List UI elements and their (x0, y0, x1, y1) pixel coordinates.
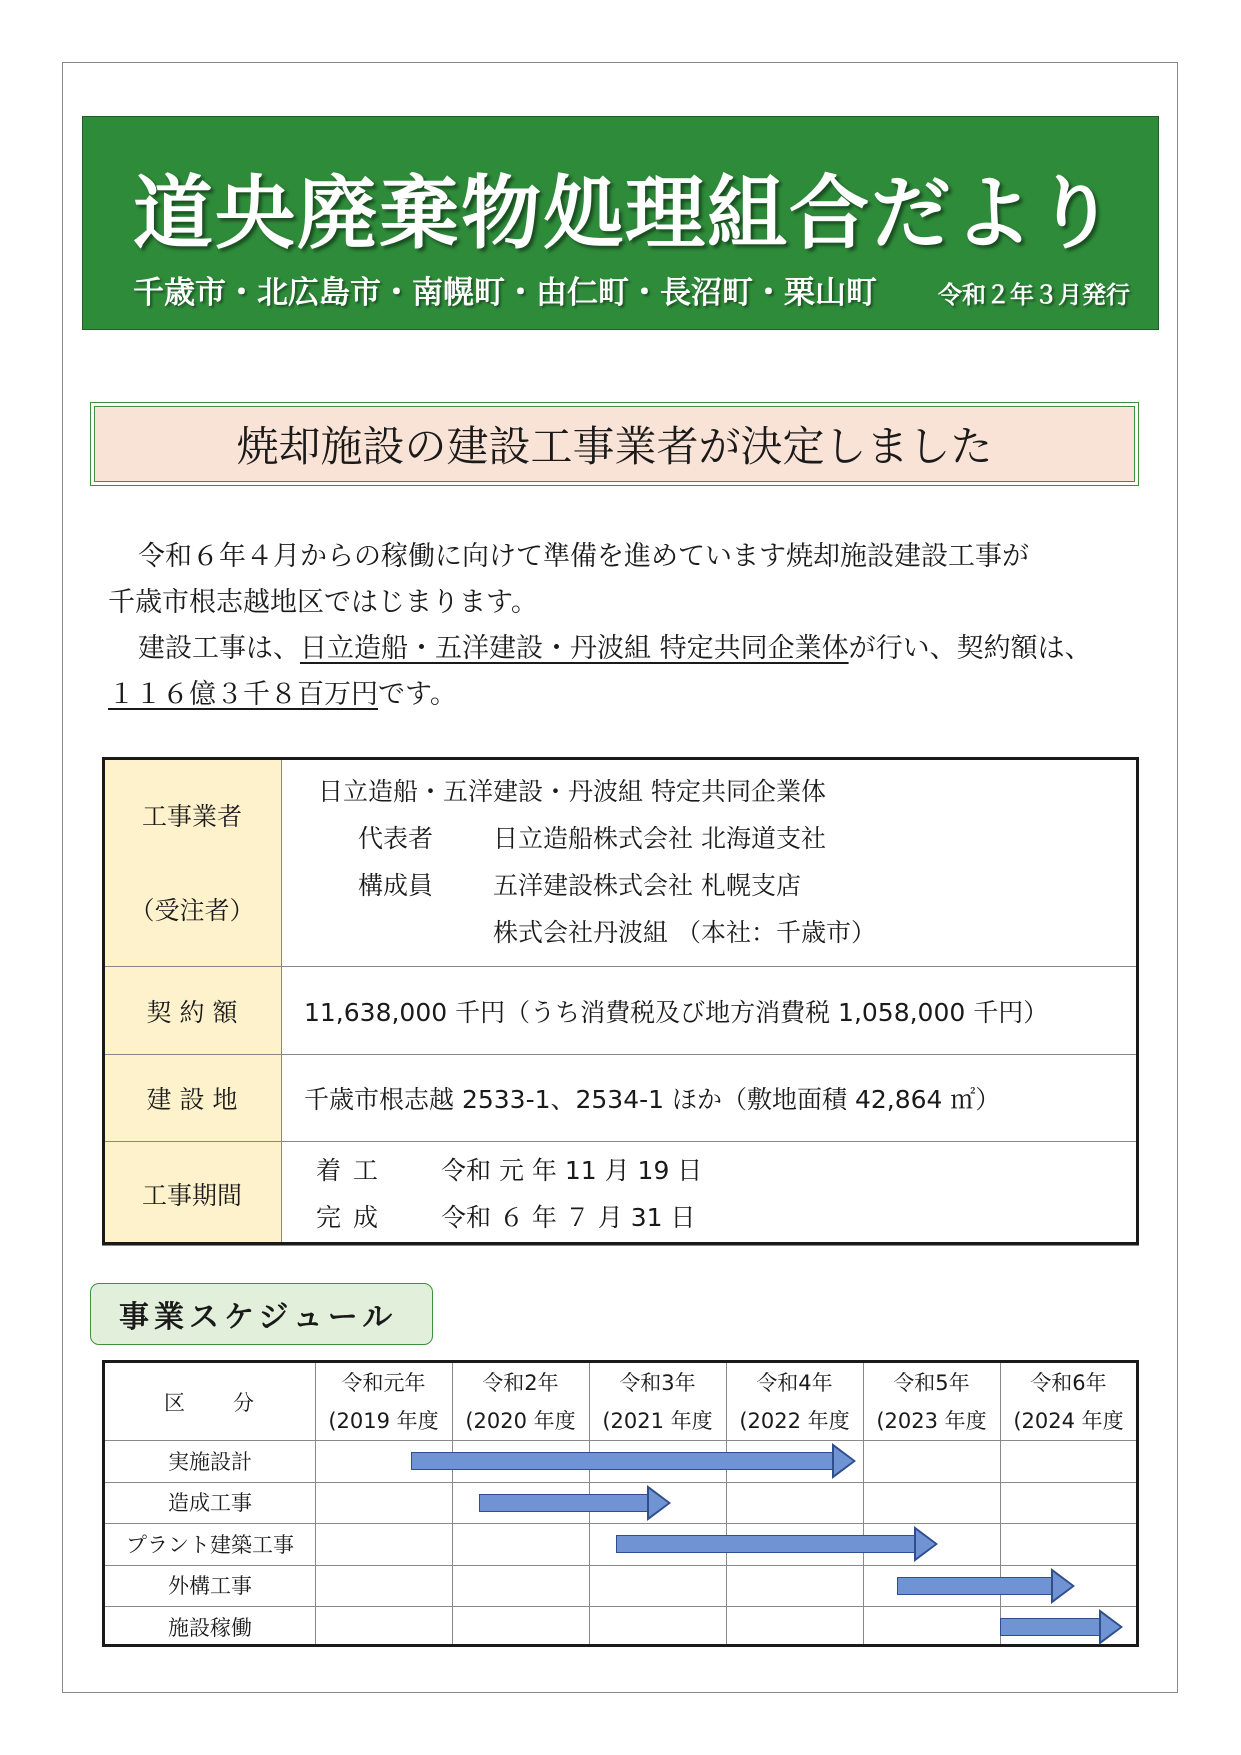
intro-line-4-suffix: です。 (378, 679, 457, 710)
year-era: 令和2年 (482, 1370, 559, 1395)
year-header (863, 1363, 1000, 1440)
intro-line-4 (108, 672, 1138, 718)
contractor-value-cell (282, 758, 1139, 967)
year-era: 令和3年 (619, 1370, 696, 1395)
contractor-highlight: 日立造船・五洋建設・丹波組 特定共同企業体 (300, 633, 849, 664)
arrow-shaft (616, 1535, 916, 1553)
site-row (103, 1055, 1139, 1142)
task-label: プラント建築工事 (126, 1532, 294, 1557)
task-arrow (1000, 1614, 1123, 1640)
year-fiscal: (2022 年度 (739, 1408, 850, 1433)
year-fiscal: (2023 年度 (876, 1408, 987, 1433)
intro-text (108, 534, 1138, 718)
year-header (452, 1363, 589, 1440)
period-label: 工事期間 (103, 1142, 282, 1246)
end-value: 令和 ６ 年 ７ 月 31 日 (441, 1202, 696, 1232)
start-value: 令和 元 年 11 月 19 日 (441, 1155, 703, 1185)
amount-row (103, 967, 1139, 1055)
task-arrow (411, 1448, 856, 1474)
member-value-1: 五洋建設株式会社 札幌支店 (493, 871, 801, 900)
intro-line-2 (108, 580, 1138, 626)
year-header (1000, 1363, 1137, 1440)
arrow-head-fill (916, 1530, 935, 1558)
arrow-head-fill (1053, 1572, 1072, 1600)
representative-value: 日立造船株式会社 北海道支社 (493, 824, 826, 853)
intro-line-1-text: 令和６年４月からの稼働に向けて準備を進めています焼却施設建設工事が (138, 541, 1029, 572)
task-arrow (479, 1490, 671, 1516)
amount-label: 契 約 額 (103, 967, 282, 1055)
year-header (315, 1363, 452, 1440)
contractor-label: 工事業者 (141, 802, 242, 831)
consortium-name: 日立造船・五洋建設・丹波組 特定共同企業体 (318, 777, 826, 806)
contractor-label-sub: （受注者） (129, 896, 255, 925)
arrow-head-fill (834, 1447, 853, 1475)
intro-line-3-prefix: 建設工事は、 (138, 633, 300, 664)
arrow-head-fill (1101, 1613, 1120, 1641)
newsletter-banner (82, 116, 1159, 330)
schedule-heading: 事業スケジュール (90, 1283, 433, 1345)
newsletter-title: 道央廃棄物処理組合だより (133, 167, 1117, 260)
task-label: 施設稼働 (168, 1615, 252, 1640)
year-header (589, 1363, 726, 1440)
member-towns: 千歳市・北広島市・南幌町・由仁町・長沼町・栗山町 (133, 275, 877, 311)
period-row (103, 1142, 1139, 1246)
task-arrow (897, 1573, 1075, 1599)
arrow-shaft (411, 1452, 834, 1470)
task-label: 外構工事 (168, 1574, 252, 1599)
task-label: 実施設計 (168, 1449, 252, 1474)
arrow-shaft (479, 1494, 649, 1512)
year-era: 令和4年 (756, 1370, 833, 1395)
year-era: 令和元年 (341, 1370, 426, 1395)
amount-highlight: １１６億３千８百万円 (108, 679, 378, 710)
amount-value: 11,638,000 千円（うち消費税及び地方消費税 1,058,000 千円） (282, 967, 1139, 1055)
schedule-gantt (102, 1360, 1139, 1647)
arrow-shaft (897, 1577, 1053, 1595)
intro-line-1 (108, 534, 1138, 580)
arrow-head-fill (649, 1489, 668, 1517)
article-headline: 焼却施設の建設工事業者が決定しました (90, 402, 1139, 486)
task-label: 造成工事 (168, 1491, 252, 1516)
year-fiscal: (2021 年度 (602, 1408, 713, 1433)
intro-line-3-suffix: が行い、契約額は、 (848, 633, 1092, 664)
year-fiscal: (2019 年度 (328, 1408, 439, 1433)
arrow-shaft (1000, 1618, 1101, 1636)
member-value-2: 株式会社丹波組 （本社：千歳市） (493, 918, 876, 947)
issue-date: 令和２年３月発行 (938, 281, 1130, 309)
category-header: 区 分 (164, 1390, 256, 1415)
year-fiscal: (2020 年度 (465, 1408, 576, 1433)
end-label: 完成 (316, 1202, 391, 1232)
representative-label: 代表者 (358, 824, 434, 853)
intro-line-2-text: 千歳市根志越地区ではじまります。 (108, 587, 538, 618)
intro-line-3 (108, 626, 1138, 672)
site-value: 千歳市根志越 2533-1、2534-1 ほか（敷地面積 42,864 ㎡） (282, 1055, 1139, 1142)
contractor-label-cell (103, 758, 282, 967)
year-fiscal: (2024 年度 (1013, 1408, 1124, 1433)
year-era: 令和6年 (1030, 1370, 1107, 1395)
year-era: 令和5年 (893, 1370, 970, 1395)
contractor-row (103, 758, 1139, 967)
period-value-cell (282, 1142, 1139, 1246)
year-header (726, 1363, 863, 1440)
member-label: 構成員 (358, 871, 434, 900)
site-label: 建 設 地 (103, 1055, 282, 1142)
start-label: 着工 (316, 1155, 391, 1185)
contract-info-table (102, 757, 1139, 1246)
task-arrow (616, 1531, 938, 1557)
